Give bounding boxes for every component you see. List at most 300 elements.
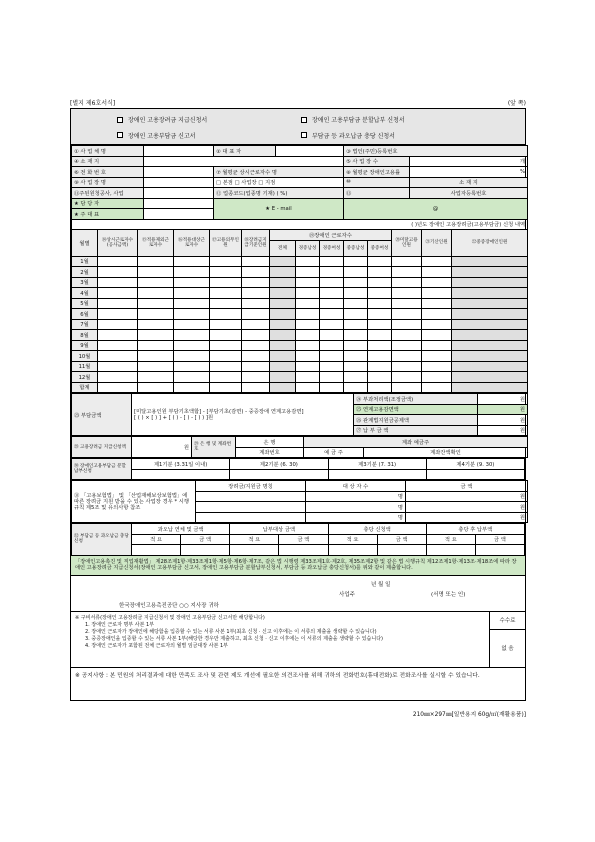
month-cell[interactable]	[296, 298, 320, 309]
label-levy-adjusted: ㉔ 부과처리액(조정금액)	[354, 394, 478, 405]
month-cell[interactable]	[242, 340, 270, 351]
col-severe-female: 중증여성	[368, 240, 392, 256]
month-cell[interactable]	[174, 372, 210, 383]
month-cell[interactable]	[242, 351, 270, 362]
month-cell[interactable]	[368, 319, 392, 330]
page-side: (앞 쪽)	[507, 99, 526, 107]
col-disabled-workers: ⑲장애인 근로자수	[270, 230, 392, 241]
field-representative[interactable]	[276, 146, 344, 157]
month-cell[interactable]	[174, 340, 210, 351]
month-cell[interactable]	[344, 298, 368, 309]
col-quota: ⑰고용의무인원	[210, 230, 242, 257]
label-company-name: ① 사 업 체 명	[72, 146, 144, 157]
label-contact: ★ 담 당 자	[72, 198, 144, 209]
month-cell[interactable]	[452, 309, 528, 320]
col-month: 월별	[72, 230, 98, 257]
month-cell[interactable]	[320, 372, 344, 383]
month-row	[72, 288, 528, 299]
monthly-table-title: ( )년도 장애인 고용장려금(고용부담금) 신청 내역	[72, 220, 528, 230]
head-amount: 금 액	[406, 481, 528, 492]
col-severe-male: 중증남성	[344, 240, 368, 256]
month-cell[interactable]	[392, 288, 422, 299]
month-cell[interactable]	[270, 277, 296, 288]
month-label: 2월	[72, 267, 98, 278]
month-cell[interactable]	[98, 277, 138, 288]
month-cell[interactable]	[344, 382, 368, 393]
label-phone: ⑥ 전 화 번 호	[72, 167, 144, 178]
month-cell[interactable]	[422, 351, 452, 362]
checkbox-icon[interactable]	[301, 117, 307, 123]
field-employment-rate[interactable]: %	[410, 167, 528, 178]
field-q3[interactable]	[328, 469, 426, 480]
sign-applicant: 사업주	[339, 591, 355, 598]
month-cell[interactable]	[270, 382, 296, 393]
month-cell[interactable]	[174, 277, 210, 288]
month-cell[interactable]	[296, 277, 320, 288]
month-rows	[72, 256, 528, 393]
field-sites[interactable]: 개	[410, 156, 528, 167]
month-cell[interactable]	[392, 256, 422, 267]
month-cell[interactable]	[368, 340, 392, 351]
month-cell[interactable]	[320, 267, 344, 278]
sub-desc-4: 적 요	[426, 534, 475, 545]
month-cell[interactable]	[210, 372, 242, 383]
month-cell[interactable]	[296, 288, 320, 299]
month-cell[interactable]	[422, 330, 452, 341]
month-row	[72, 361, 528, 372]
month-cell[interactable]	[422, 319, 452, 330]
field-q4[interactable]	[426, 469, 524, 480]
month-cell[interactable]	[368, 288, 392, 299]
month-cell[interactable]	[422, 382, 452, 393]
month-cell[interactable]	[242, 288, 270, 299]
month-cell[interactable]	[210, 309, 242, 320]
month-cell[interactable]	[296, 256, 320, 267]
month-cell[interactable]	[452, 340, 528, 351]
label-business-number: 사업자등록번호	[410, 188, 528, 199]
month-row	[72, 298, 528, 309]
label-bank-account: ㉙ 은 행 및 계좌번호	[192, 437, 236, 458]
month-cell[interactable]	[210, 277, 242, 288]
month-cell[interactable]	[368, 298, 392, 309]
month-cell[interactable]	[452, 288, 528, 299]
month-cell[interactable]	[138, 330, 174, 341]
installment-q2: 제2기분 (6. 30)	[230, 459, 328, 470]
field-r7[interactable]	[426, 545, 475, 556]
month-cell[interactable]	[98, 361, 138, 372]
label-main-rep: ★ 주 대 표	[72, 209, 144, 220]
month-cell[interactable]	[452, 277, 528, 288]
month-cell[interactable]	[392, 277, 422, 288]
month-cell[interactable]	[242, 372, 270, 383]
installment-table	[71, 458, 525, 480]
field-levy-adjusted[interactable]: 원	[478, 394, 528, 405]
field-r2[interactable]	[181, 545, 230, 556]
month-label: 7월	[72, 319, 98, 330]
col-applicable: ⑯적용대상근로자수	[174, 230, 210, 257]
month-cell[interactable]	[320, 319, 344, 330]
month-cell[interactable]	[270, 351, 296, 362]
paper-spec: 210㎜×297㎜[일반용지 60g/㎡(재활용품)]	[412, 711, 526, 718]
month-cell[interactable]	[270, 340, 296, 351]
month-row	[72, 340, 528, 351]
month-cell[interactable]	[174, 309, 210, 320]
month-cell[interactable]	[210, 267, 242, 278]
label-site-address: 소 재 지	[410, 177, 528, 188]
month-cell[interactable]	[242, 298, 270, 309]
month-cell[interactable]	[452, 372, 528, 383]
month-cell[interactable]	[296, 382, 320, 393]
month-cell[interactable]	[138, 288, 174, 299]
month-cell[interactable]	[392, 382, 422, 393]
month-cell[interactable]	[452, 256, 528, 267]
month-cell[interactable]	[98, 267, 138, 278]
field-count-3[interactable]: 명	[306, 512, 406, 523]
field-site-name[interactable]	[144, 177, 214, 188]
month-cell[interactable]	[392, 267, 422, 278]
field-address[interactable]	[144, 156, 344, 167]
month-cell[interactable]	[344, 309, 368, 320]
month-cell[interactable]	[270, 361, 296, 372]
attachments-block	[71, 612, 525, 668]
month-cell[interactable]	[242, 319, 270, 330]
month-cell[interactable]	[138, 340, 174, 351]
col-additional: ㉑기산인원	[422, 230, 452, 257]
month-cell[interactable]	[422, 361, 452, 372]
month-cell[interactable]	[344, 330, 368, 341]
month-cell[interactable]	[368, 382, 392, 393]
month-cell[interactable]	[270, 288, 296, 299]
field-email[interactable]: @	[344, 198, 528, 219]
month-label: 10월	[72, 351, 98, 362]
month-cell[interactable]	[392, 309, 422, 320]
month-cell[interactable]	[392, 351, 422, 362]
label-email: ★ E - mail	[214, 198, 344, 219]
month-cell[interactable]	[138, 382, 174, 393]
field-r1[interactable]	[132, 545, 181, 556]
month-cell[interactable]	[242, 256, 270, 267]
month-cell[interactable]	[344, 319, 368, 330]
month-cell[interactable]	[270, 372, 296, 383]
field-contact[interactable]	[144, 198, 214, 209]
month-cell[interactable]	[344, 288, 368, 299]
sign-recipient: 한국장애인고용촉진공단 ○○ 지사장 귀하	[119, 602, 219, 609]
month-cell[interactable]	[296, 361, 320, 372]
declaration-text: 「장애인고용촉진 및 직업재활법」 제28조제1항·제33조제1항·제5항·제6항·제7조, 같은 법 시행령 제33조제1호·제2호, 제35조제2항 및 같은 법 시행규칙 제12조제1항·제13조·제18조에 따라 장애인 고용장려금 지급신청서(장애인 고용부담금 신고서, 장애인 고용부담금 분할납부신청서, 부담금 등 과오납금 충당신청서)를 위와 같이 제출합니다.	[71, 556, 525, 576]
field-r5[interactable]	[328, 545, 377, 556]
levy-formula: [미달고용인원 부담기초액합] - [부담기초(감면) - 중증장애 연계고용감면] [ ( ) × [ ) ] + [ ( ) - [ ) - [ ) ) ]원	[132, 394, 354, 436]
app-option-subsidy[interactable]: 장애인 고용장려금 지급신청서	[117, 115, 301, 125]
month-cell[interactable]	[270, 309, 296, 320]
checkbox-icon[interactable]	[301, 132, 307, 138]
form-page	[70, 96, 526, 718]
monthly-table	[71, 220, 528, 394]
col-mild-female: 경증여성	[320, 240, 344, 256]
month-label: 11월	[72, 361, 98, 372]
month-cell[interactable]	[296, 330, 320, 341]
month-cell[interactable]	[422, 309, 452, 320]
month-cell[interactable]	[344, 351, 368, 362]
month-cell[interactable]	[210, 288, 242, 299]
month-cell[interactable]	[242, 267, 270, 278]
month-cell[interactable]	[320, 298, 344, 309]
month-cell[interactable]	[270, 319, 296, 330]
month-cell[interactable]	[368, 361, 392, 372]
month-row	[72, 256, 528, 267]
month-cell[interactable]	[452, 267, 528, 278]
sign-signature[interactable]: (서명 또는 인)	[431, 591, 466, 598]
month-cell[interactable]	[174, 288, 210, 299]
month-cell[interactable]	[242, 361, 270, 372]
label-account-holder-check: 계좌 예금주	[304, 437, 528, 448]
field-q1[interactable]	[132, 469, 230, 480]
application-type-checkboxes	[71, 109, 525, 145]
field-amount-1[interactable]: 원	[406, 491, 528, 502]
month-cell[interactable]	[452, 319, 528, 330]
month-cell[interactable]	[422, 288, 452, 299]
head-after: 충당 후 납부액	[426, 524, 524, 535]
sub-desc-3: 적 요	[328, 534, 377, 545]
month-cell[interactable]	[422, 277, 452, 288]
month-cell[interactable]	[138, 267, 174, 278]
col-total: 전체	[270, 240, 296, 256]
field-phone[interactable]	[144, 167, 214, 178]
label-address: ④ 소 재 지	[72, 156, 144, 167]
month-cell[interactable]	[242, 330, 270, 341]
month-cell[interactable]	[392, 319, 422, 330]
signature-block	[71, 576, 525, 612]
sub-amount-1: 금 액	[181, 534, 230, 545]
month-label: 9월	[72, 340, 98, 351]
month-cell[interactable]	[452, 361, 528, 372]
month-row	[72, 351, 528, 362]
month-label: 12월	[72, 372, 98, 383]
month-cell[interactable]	[368, 351, 392, 362]
fee-box: 수수료 없 음	[489, 612, 525, 667]
label-linked-reduction: ㉕ 연계고용감면액	[354, 404, 478, 415]
month-cell[interactable]	[210, 256, 242, 267]
month-cell[interactable]	[98, 351, 138, 362]
month-cell[interactable]	[422, 372, 452, 383]
month-cell[interactable]	[138, 309, 174, 320]
app-option-refund[interactable]: 부담금 등 과오납금 충당 신청서	[301, 131, 485, 141]
month-cell[interactable]	[344, 267, 368, 278]
month-cell[interactable]	[296, 340, 320, 351]
month-row	[72, 309, 528, 320]
month-cell[interactable]	[368, 277, 392, 288]
month-cell[interactable]	[138, 351, 174, 362]
month-cell[interactable]	[320, 277, 344, 288]
field-r8[interactable]	[475, 545, 524, 556]
month-cell[interactable]	[210, 351, 242, 362]
field-r6[interactable]	[377, 545, 426, 556]
month-cell[interactable]	[98, 319, 138, 330]
refund-table	[71, 523, 525, 556]
month-cell[interactable]	[344, 372, 368, 383]
field-main-work[interactable]	[144, 188, 214, 199]
label-corp-number: ③ 법인(주민)등록번호	[344, 146, 528, 157]
month-cell[interactable]	[296, 319, 320, 330]
col-mild-male: 경증남성	[296, 240, 320, 256]
field-linked-reduction[interactable]: 원	[478, 404, 528, 415]
month-cell[interactable]	[138, 277, 174, 288]
field-subsidy-name-2[interactable]	[196, 502, 306, 513]
month-cell[interactable]	[98, 382, 138, 393]
month-cell[interactable]	[392, 340, 422, 351]
month-cell[interactable]	[138, 361, 174, 372]
label-representative: ② 대 표 자	[214, 146, 276, 157]
label-levy-amount: ㉓ 부담금액	[72, 394, 132, 436]
label-payment: ㉗ 납 부 금 액	[354, 425, 478, 436]
field-q2[interactable]	[230, 469, 328, 480]
month-label: 4월	[72, 288, 98, 299]
month-cell[interactable]	[320, 288, 344, 299]
month-cell[interactable]	[368, 267, 392, 278]
month-cell[interactable]	[210, 298, 242, 309]
sign-date: 년 월 일	[371, 581, 391, 588]
month-cell[interactable]	[242, 382, 270, 393]
month-cell[interactable]	[392, 361, 422, 372]
month-cell[interactable]	[210, 361, 242, 372]
month-cell[interactable]	[296, 372, 320, 383]
month-cell[interactable]	[392, 298, 422, 309]
field-subsidy-name-3[interactable]	[196, 512, 306, 523]
label-avg-workers: ⑦ 월평균 상시근로자수 명	[214, 167, 344, 178]
month-cell[interactable]	[98, 288, 138, 299]
month-cell[interactable]	[392, 330, 422, 341]
field-site-type[interactable]: □ 본점 □ 사업장 □ 지점	[214, 177, 344, 188]
month-cell[interactable]	[138, 319, 174, 330]
month-cell[interactable]	[320, 351, 344, 362]
month-cell[interactable]	[210, 340, 242, 351]
levy-calc-table	[71, 393, 528, 436]
label-bizno-no: ⑬	[344, 188, 410, 199]
month-cell[interactable]	[452, 330, 528, 341]
month-cell[interactable]	[422, 298, 452, 309]
head-payable: 납부대상 금액	[230, 524, 328, 535]
label-site-name: ⑨ 사 업 장 명	[72, 177, 144, 188]
field-amount-2[interactable]: 원	[406, 502, 528, 513]
checkbox-icon[interactable]	[117, 132, 123, 138]
field-payment[interactable]: 원	[478, 425, 528, 436]
month-cell[interactable]	[296, 351, 320, 362]
month-cell[interactable]	[368, 309, 392, 320]
month-row	[72, 382, 528, 393]
month-cell[interactable]	[296, 309, 320, 320]
form-number: [별지 제6호서식]	[70, 99, 116, 107]
month-cell[interactable]	[174, 330, 210, 341]
field-count-2[interactable]: 명	[306, 502, 406, 513]
head-overpaid: 과오납 연체 및 금액	[132, 524, 230, 535]
field-r3[interactable]	[230, 545, 279, 556]
month-row	[72, 267, 528, 278]
month-label: 1월	[72, 256, 98, 267]
month-row	[72, 277, 528, 288]
month-cell[interactable]	[174, 267, 210, 278]
month-cell[interactable]	[296, 267, 320, 278]
field-subsidy-request[interactable]: 원	[132, 437, 192, 458]
month-cell[interactable]	[368, 330, 392, 341]
app-option-levy-report[interactable]: 장애인 고용부담금 신고서	[117, 131, 301, 141]
month-cell[interactable]	[174, 382, 210, 393]
installment-q1: 제1기분 (3.31일 이내)	[132, 459, 230, 470]
sub-amount-3: 금 액	[377, 534, 426, 545]
month-cell[interactable]	[452, 351, 528, 362]
month-cell[interactable]	[270, 298, 296, 309]
month-cell[interactable]	[174, 298, 210, 309]
checkbox-icon[interactable]	[117, 117, 123, 123]
month-cell[interactable]	[392, 372, 422, 383]
month-cell[interactable]	[174, 361, 210, 372]
month-cell[interactable]	[422, 267, 452, 278]
field-company-name[interactable]	[144, 146, 214, 157]
month-cell[interactable]	[138, 372, 174, 383]
month-cell[interactable]	[174, 351, 210, 362]
month-cell[interactable]	[98, 256, 138, 267]
month-label: 3월	[72, 277, 98, 288]
month-cell[interactable]	[344, 256, 368, 267]
month-cell[interactable]	[270, 256, 296, 267]
month-cell[interactable]	[344, 277, 368, 288]
field-r4[interactable]	[279, 545, 328, 556]
month-cell[interactable]	[320, 382, 344, 393]
field-deduction[interactable]: 원	[478, 415, 528, 426]
field-count-1[interactable]: 명	[306, 491, 406, 502]
label-account-number: 계좌번호	[236, 447, 304, 458]
month-cell[interactable]	[320, 330, 344, 341]
month-cell[interactable]	[422, 340, 452, 351]
month-cell[interactable]	[242, 309, 270, 320]
month-cell[interactable]	[174, 256, 210, 267]
month-cell[interactable]	[98, 372, 138, 383]
month-cell[interactable]	[210, 330, 242, 341]
sub-desc-2: 적 요	[230, 534, 279, 545]
month-cell[interactable]	[98, 340, 138, 351]
month-cell[interactable]	[242, 277, 270, 288]
month-cell[interactable]	[270, 330, 296, 341]
month-cell[interactable]	[452, 382, 528, 393]
month-cell[interactable]	[320, 256, 344, 267]
month-cell[interactable]	[138, 298, 174, 309]
app-option-installment[interactable]: 장애인 고용부담금 분할납부 신청서	[301, 115, 485, 125]
month-cell[interactable]	[270, 267, 296, 278]
field-subsidy-name-1[interactable]	[196, 491, 306, 502]
month-cell[interactable]	[344, 340, 368, 351]
month-cell[interactable]	[320, 361, 344, 372]
month-cell[interactable]	[98, 330, 138, 341]
month-cell[interactable]	[452, 298, 528, 309]
month-cell[interactable]	[320, 309, 344, 320]
field-amount-3[interactable]: 원	[406, 512, 528, 523]
month-cell[interactable]	[368, 256, 392, 267]
month-cell[interactable]	[210, 382, 242, 393]
label-other-law: ㉛ 「고용보험법」 및 「산업재해보상보험법」에 따른 장려금 지원 받을 수 있는 사업장 경우 * 시행규칙 제5조 및 유의사항 참조	[72, 481, 196, 523]
sub-amount-2: 금 액	[279, 534, 328, 545]
month-cell[interactable]	[320, 340, 344, 351]
label-depositor: 예 금 주	[304, 447, 364, 458]
month-cell[interactable]	[344, 361, 368, 372]
month-row	[72, 319, 528, 330]
month-cell[interactable]	[98, 309, 138, 320]
month-cell[interactable]	[98, 298, 138, 309]
month-cell[interactable]	[174, 319, 210, 330]
month-cell[interactable]	[138, 256, 174, 267]
month-cell[interactable]	[210, 319, 242, 330]
month-cell[interactable]	[368, 372, 392, 383]
field-main-rep[interactable]	[144, 209, 214, 220]
month-cell[interactable]	[422, 256, 452, 267]
month-row	[72, 372, 528, 383]
